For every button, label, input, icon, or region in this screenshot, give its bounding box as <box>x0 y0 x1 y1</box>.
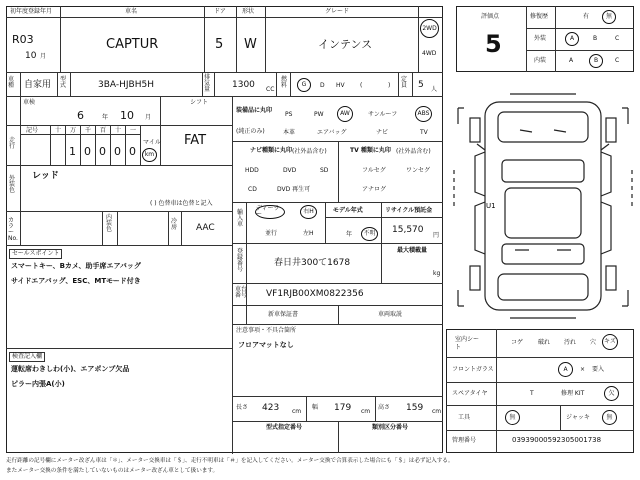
digit-header-3: 千 <box>85 127 92 134</box>
sales-point-line2: サイドエアバッグ、ESC、MTモード付き <box>11 277 141 285</box>
month-unit: 月 <box>40 53 47 60</box>
score-value: 5 <box>485 30 502 58</box>
shift: FAT <box>184 133 207 148</box>
int-c: C <box>615 57 620 64</box>
fuel-paren-close: ) <box>388 82 391 89</box>
sales-point-label: セールスポイント <box>9 249 62 259</box>
equip-airbag: エアバッグ <box>317 129 347 136</box>
seat-burn: コゲ <box>511 339 524 346</box>
footer-line2: またメーター交換の条件を満たしていないものはメーター改ざん車として扱います。 <box>6 468 219 474</box>
equip-leather: 本革 <box>283 129 296 136</box>
equip-pw: PW <box>314 111 324 118</box>
equip-ps: PS <box>285 111 293 118</box>
ext-label: 外装 <box>534 35 547 42</box>
car-name: CAPTUR <box>106 37 159 52</box>
unit-km-circle: km <box>142 148 157 162</box>
tv-oneseg: ワンセグ <box>406 167 431 174</box>
length-label: 長さ <box>236 404 249 411</box>
front-glass-replace: 要入 <box>592 366 605 373</box>
sales-point-line1: スマートキー、Bカメ、助手席エアバッグ <box>11 262 141 270</box>
recycle-label: リサイクル預託金 <box>385 207 433 214</box>
mileage-digit-4: 0 <box>99 145 106 158</box>
interior-label: 内装色 <box>106 214 113 233</box>
jack-none-circle: 無 <box>602 410 617 425</box>
ext-a-circle: A <box>565 32 579 46</box>
repair-yes: 有 <box>583 13 590 20</box>
repair-label: 修復歴 <box>530 13 549 20</box>
spare-missing-circle: 欠 <box>604 386 619 401</box>
class-label: 類別区分番号 <box>372 424 409 431</box>
capacity: 5 <box>418 80 424 90</box>
model-year-unknown-circle: 不明 <box>361 227 378 241</box>
model: 3BA-HJBH5H <box>98 80 154 90</box>
mgmt-value: 03939000592305001738 <box>512 436 602 444</box>
jack-label: ジャッキ <box>566 414 590 421</box>
recycle-yen: 円 <box>433 232 440 239</box>
equipment-sub: (純正のみ) <box>236 128 265 135</box>
spare-t: T <box>530 390 534 397</box>
equip-aw-circle: AW <box>337 106 353 122</box>
caution-text: フロアマットなし <box>238 341 294 349</box>
exterior-label: 外装色 <box>9 175 16 194</box>
tv-sub: (社外品含む) <box>396 148 431 155</box>
fuel-d: D <box>320 82 325 89</box>
kind-label: 車種 <box>8 76 15 89</box>
digit-header-5: 十 <box>115 127 122 134</box>
inspection-month: 10 <box>120 109 134 122</box>
exterior-color: レッド <box>32 171 59 181</box>
reg-month: 10 <box>25 51 37 61</box>
type-designation-label: 型式指定番号 <box>266 424 303 431</box>
car-damage-diagram <box>450 90 636 326</box>
registration-value: 春日井300て1678 <box>274 258 351 268</box>
inspector-line1: 運転席わきしわ(小)、エアポンプ欠品 <box>11 365 130 373</box>
ac-label: 冷房 <box>171 218 178 231</box>
digit-header-2: 万 <box>70 127 77 134</box>
reg-year: R03 <box>12 33 34 46</box>
exterior-note: ( ) 色替車は色替と記入 <box>150 200 213 207</box>
doors: 5 <box>215 37 224 52</box>
tv-analog: アナログ <box>362 186 387 193</box>
import-dealer-circle: ディーラー <box>255 205 285 219</box>
door-label: ドア <box>214 8 226 15</box>
diagram-code: U1 <box>486 202 496 210</box>
inspection-label: 車検 <box>23 99 36 106</box>
height-cm: cm <box>432 408 442 415</box>
tools-label: 工具 <box>458 414 471 421</box>
fuel-label: 燃料 <box>281 76 288 89</box>
spare-label: スペアタイヤ <box>452 390 488 397</box>
navi-hdd: HDD <box>245 167 259 174</box>
height-label: 高さ <box>378 404 391 411</box>
seat-hole: 穴 <box>590 339 597 346</box>
spare-kit: 修理 KIT <box>561 390 585 397</box>
length-cm: cm <box>292 408 302 415</box>
mgmt-label: 管理番号 <box>452 437 477 444</box>
max-load-kg: kg <box>433 270 441 277</box>
seat-scratch-circle: キズ <box>602 334 618 350</box>
grade-label: グレード <box>325 8 350 15</box>
navi-title: ナビ種類に丸印 <box>250 147 293 154</box>
shape: W <box>244 37 257 52</box>
grade: インテンス <box>318 38 373 51</box>
mileage-digit-6: 0 <box>129 145 136 158</box>
equip-navi: ナビ <box>376 129 389 136</box>
inspection-month-unit: 月 <box>145 114 152 121</box>
model-year-label: モデル年式 <box>333 207 363 214</box>
import-parallel: 並行 <box>265 230 278 237</box>
ext-b: B <box>593 35 598 42</box>
shape-label: 形状 <box>242 8 255 15</box>
caution-label: 注意事項・不具合箇所 <box>236 327 297 334</box>
capacity-unit: 人 <box>431 86 438 93</box>
height-value: 159 <box>406 403 424 413</box>
front-glass-a-circle: A <box>558 362 573 377</box>
width-cm: cm <box>361 408 371 415</box>
equip-sunroof: サンルーフ <box>368 111 398 118</box>
inspection-year: 6 <box>77 109 84 122</box>
inspector-label: 検査記入欄 <box>9 352 45 362</box>
model-label: 型式 <box>60 76 67 89</box>
disp-label: 排気量 <box>204 74 211 93</box>
chassis-label: 車台番号 <box>235 286 248 299</box>
import-label: 輸入車 <box>237 209 244 228</box>
mileage-label: 走行 <box>9 137 16 150</box>
drive-4wd: 4WD <box>422 50 437 57</box>
ext-c: C <box>615 35 620 42</box>
left-form <box>6 6 443 453</box>
seat-tear: 破れ <box>538 339 551 346</box>
mileage-digit-3: 0 <box>84 145 91 158</box>
capacity-label: 定員 <box>401 76 408 89</box>
import-left-hand: 左H <box>303 230 314 237</box>
navi-sub: (社外品含む) <box>292 148 327 155</box>
digit-header-4: 百 <box>100 127 107 134</box>
max-load-label: 最大積載量 <box>397 247 428 254</box>
width-label: 幅 <box>312 404 319 411</box>
tv-fullseg: フルセグ <box>362 167 386 174</box>
reg-year-label: 初年度登録年月 <box>10 8 53 15</box>
int-label: 内装 <box>534 57 547 64</box>
inspector-line2: ピラー内張A(小) <box>11 380 65 388</box>
warranty-label-1: 新車保証書 <box>268 311 299 318</box>
navi-dvd: DVD <box>283 167 297 174</box>
seat-dirt: 汚れ <box>564 339 577 346</box>
int-a: A <box>569 57 574 64</box>
digit-header-1: 十 <box>55 127 62 134</box>
navi-cd: CD <box>248 186 257 193</box>
kind-value: 自家用 <box>24 80 52 90</box>
score-label: 評価点 <box>481 13 500 20</box>
recycle-value: 15,570 <box>392 225 424 235</box>
digit-header-6: 一 <box>130 127 137 134</box>
model-year-unit: 年 <box>346 231 353 238</box>
navi-sd: SD <box>320 167 329 174</box>
shift-label: シフト <box>190 99 209 106</box>
equipment-title: 装備品に丸印 <box>236 107 273 114</box>
length-value: 423 <box>262 403 280 413</box>
warranty-label-2: 車両取説 <box>378 311 403 318</box>
front-glass-label: フロントガラス <box>452 366 494 373</box>
tools-none-circle: 無 <box>505 410 520 425</box>
seat-label: 室内シート <box>455 336 480 352</box>
mileage-kigo: 記号 <box>26 127 39 134</box>
int-b-circle: B <box>589 54 603 68</box>
front-glass-x: × <box>580 366 586 373</box>
footer-line1: 走行距離の記号欄にメーター改ざん車は「＊」、メーター交換車は「＄」、走行不明車は「＃」を記入してください。メーター交換で合算表示した場合にも「＄」は必ず記入する。 <box>6 458 454 464</box>
color-no-label: カラー No. <box>8 217 18 242</box>
mileage-digit-5: 0 <box>114 145 121 158</box>
registration-label: 登録番号 <box>237 248 244 273</box>
import-right-hand-circle: 右H <box>300 205 317 219</box>
fuel-hv: HV <box>336 82 345 89</box>
equip-tv: TV <box>420 129 428 136</box>
name-label: 車名 <box>125 8 138 15</box>
equip-abs-circle: ABS <box>415 106 432 122</box>
drive-2wd-circle: 2WD <box>420 19 439 38</box>
width-value: 179 <box>334 403 352 413</box>
inspection-year-unit: 年 <box>102 114 109 121</box>
fuel-paren-open: ( <box>360 82 363 89</box>
displacement: 1300 <box>232 80 255 90</box>
tv-title: TV 種類に丸印 <box>350 147 391 154</box>
navi-dvd-play: DVD 再生可 <box>277 186 311 193</box>
repair-no-circle: 無 <box>602 10 616 24</box>
ac-value: AAC <box>196 223 215 233</box>
chassis-value: VF1RJB00XM0822356 <box>266 289 364 299</box>
cc: CC <box>266 86 275 93</box>
unit-mile: マイル <box>143 139 161 146</box>
fuel-g-circle: G <box>297 78 311 92</box>
mileage-digit-2: 1 <box>69 145 76 158</box>
